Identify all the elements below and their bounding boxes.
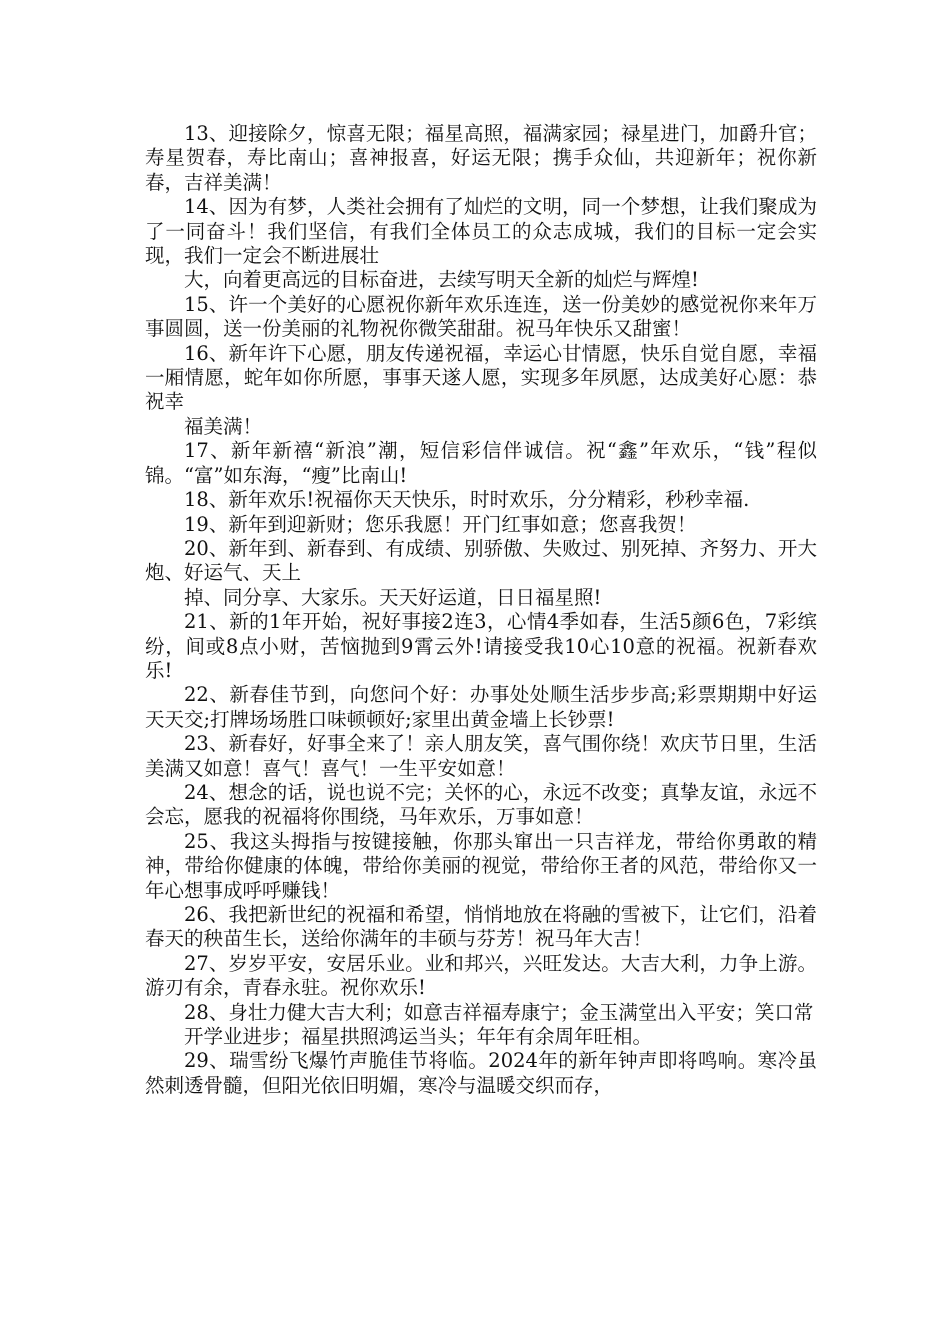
paragraph-29: 29、瑞雪纷飞爆竹声脆佳节将临。2024年的新年钟声即将鸣响。寒冷虽然刺透骨髓，但阳光依旧明媚，寒冷与温暖交织而存， [145, 1049, 817, 1097]
paragraph-20: 20、新年到、新春到、有成绩、别骄傲、失败过、别死掉、齐努力、开大炮、好运气、天上 [145, 536, 817, 585]
paragraph-16-continued: 福美满！ [184, 414, 263, 438]
paragraph-14-continued: 大，向着更高远的目标奋进，去续写明天全新的灿烂与辉煌! [184, 268, 699, 292]
paragraph-28: 28、身壮力健大吉大利；如意吉祥福寿康宁；金玉满堂出入平安；笑口常 [184, 1000, 814, 1024]
paragraph-15: 15、许一个美好的心愿祝你新年欢乐连连，送一份美妙的感觉祝你来年万事圆圆，送一份美丽的礼物祝你微笑甜甜。祝马年快乐又甜蜜！ [145, 292, 817, 341]
paragraph-25: 25、我这头拇指与按键接触，你那头窜出一只吉祥龙，带给你勇敢的精神，带给你健康的体魄，带给你美丽的视觉，带给你王者的风范，带给你又一年心想事成呼呼赚钱！ [145, 829, 817, 902]
paragraph-16: 16、新年许下心愿，朋友传递祝福，幸运心甘情愿，快乐自觉自愿，幸福一厢情愿，蛇年如你所愿，事事天遂人愿，实现多年夙愿，达成美好心愿：恭祝幸 [145, 341, 817, 414]
paragraph-26: 26、我把新世纪的祝福和希望，悄悄地放在将融的雪被下，让它们，沿着春天的秧苗生长，送给你满年的丰硕与芬芳！祝马年大吉！ [145, 903, 817, 951]
paragraph-13: 13、迎接除夕，惊喜无限；福星高照，福满家园；禄星进门，加爵升官；寿星贺春，寿比南山；喜神报喜，好运无限；携手众仙，共迎新年；祝你新春，吉祥美满！ [145, 122, 817, 194]
paragraph-14: 14、因为有梦，人类社会拥有了灿烂的文明，同一个梦想，让我们聚成为了一同奋斗！我们坚信，有我们全体员工的众志成城，我们的目标一定会实现，我们一定会不断进展壮 [145, 195, 817, 268]
paragraph-20-continued: 掉、同分享、大家乐。天天好运道，日日福星照! [184, 585, 602, 609]
paragraph-23: 23、新春好，好事全来了！亲人朋友笑，喜气围你绕！欢庆节日里，生活美满又如意！喜气！喜气！一生平安如意！ [145, 732, 817, 780]
paragraph-18: 18、新年欢乐!祝福你天天快乐，时时欢乐，分分精彩，秒秒幸福. [184, 488, 750, 512]
document-body [145, 122, 817, 1098]
paragraph-27: 27、岁岁平安，安居乐业。业和邦兴，兴旺发达。大吉大利，力争上游。游刃有余，青春永驻。祝你欢乐! [145, 951, 817, 1000]
paragraph-28-continued: 开学业进步；福星拱照鸿运当头；年年有余周年旺相。 [184, 1025, 653, 1049]
paragraph-22: 22、新春佳节到，向您问个好：办事处处顺生活步步高;彩票期期中好运天天交;打牌场场胜口味顿顿好;家里出黄金墙上长钞票! [145, 683, 817, 731]
paragraph-24: 24、想念的话，说也说不完；关怀的心，永远不改变；真挚友谊，永远不会忘，愿我的祝福将你围绕，马年欢乐，万事如意！ [145, 780, 817, 829]
paragraph-19: 19、新年到迎新财；您乐我愿！开门红事如意；您喜我贺！ [184, 512, 697, 536]
paragraph-17: 17、新年新禧“新浪”潮，短信彩信伴诚信。祝“鑫”年欢乐，“钱”程似锦。“富”如东海，“瘦”比南山! [145, 439, 817, 487]
paragraph-21: 21、新的1年开始，祝好事接2连3，心情4季如春，生活5颜6色，7彩缤纷，间或8点小财，苦恼抛到9霄云外!请接受我10心10意的祝福。祝新春欢乐! [145, 610, 817, 682]
